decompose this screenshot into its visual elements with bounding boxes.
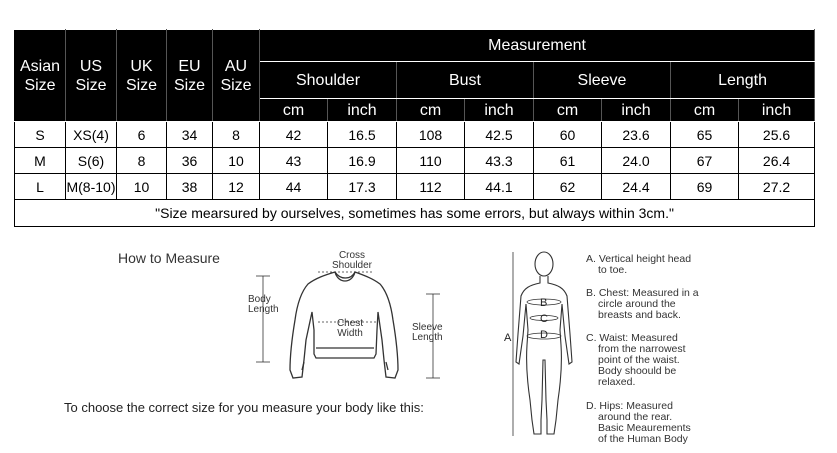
cross-label: Cross — [338, 250, 366, 261]
table-cell: 27.2 — [739, 174, 815, 200]
table-cell: S(6) — [66, 148, 117, 174]
legend-c-line: from the narrowest — [598, 343, 686, 355]
table-cell: 10 — [117, 174, 167, 200]
header-au-size: AU Size — [213, 30, 260, 122]
table-cell: 42 — [260, 122, 328, 148]
legend-d-line: Basic Meaurements — [598, 422, 691, 434]
header-uk-size: UK Size — [117, 30, 167, 122]
header-unit: inch — [328, 99, 397, 122]
table-cell: 69 — [671, 174, 739, 200]
table-cell: 112 — [397, 174, 465, 200]
table-cell: 23.6 — [602, 122, 671, 148]
marker-d: D — [540, 329, 548, 341]
table-cell: 42.5 — [465, 122, 534, 148]
table-cell: 6 — [117, 122, 167, 148]
sleeve-length-label: Length — [412, 332, 443, 343]
table-cell: 110 — [397, 148, 465, 174]
table-cell: 34 — [167, 122, 213, 148]
legend-c-line: relaxed. — [598, 376, 636, 388]
table-cell: S — [15, 122, 66, 148]
legend-d-line: of the Human Body — [598, 433, 688, 445]
table-cell: 43.3 — [465, 148, 534, 174]
table-cell: 62 — [534, 174, 602, 200]
how-to-measure-title: How to Measure — [118, 250, 220, 266]
body-label: Body — [248, 294, 271, 305]
legend-d-line: around the rear. — [598, 411, 673, 423]
table-cell: 25.6 — [739, 122, 815, 148]
header-us-size: US Size — [66, 30, 117, 122]
marker-c: C — [540, 313, 548, 325]
header-bust: Bust — [397, 62, 534, 99]
measure-instruction: To choose the correct size for you measure your body like this: — [64, 400, 424, 415]
table-cell: 38 — [167, 174, 213, 200]
header-eu-size: EU Size — [167, 30, 213, 122]
legend-c-line: Body shoould be — [598, 365, 677, 377]
header-length: Length — [671, 62, 815, 99]
table-cell: 36 — [167, 148, 213, 174]
marker-a: A — [504, 332, 512, 344]
legend-c-line: point of the waist. — [598, 354, 680, 366]
header-asian-size: Asian Size — [15, 30, 66, 122]
table-cell: 24.0 — [602, 148, 671, 174]
table-cell: 67 — [671, 148, 739, 174]
table-cell: 17.3 — [328, 174, 397, 200]
sleeve-label: Sleeve — [412, 322, 443, 333]
table-cell: M — [15, 148, 66, 174]
legend-d-line: D. Hips: Measured — [586, 400, 673, 412]
table-cell: 43 — [260, 148, 328, 174]
measure-legend — [586, 253, 699, 445]
header-sleeve: Sleeve — [534, 62, 671, 99]
header-unit: cm — [534, 99, 602, 122]
header-unit: cm — [397, 99, 465, 122]
human-figure-icon — [516, 252, 572, 434]
table-cell: 8 — [213, 122, 260, 148]
table-cell: 60 — [534, 122, 602, 148]
shoulder-label: Shoulder — [331, 260, 373, 271]
table-cell: 44 — [260, 174, 328, 200]
header-unit: cm — [260, 99, 328, 122]
table-cell: XS(4) — [66, 122, 117, 148]
header-unit: inch — [465, 99, 534, 122]
table-cell: 44.1 — [465, 174, 534, 200]
legend-c-line: C. Waist: Measured — [586, 332, 678, 344]
header-unit: inch — [602, 99, 671, 122]
table-cell: 61 — [534, 148, 602, 174]
table-cell: M(8-10) — [66, 174, 117, 200]
table-cell: 16.9 — [328, 148, 397, 174]
table-cell: 10 — [213, 148, 260, 174]
legend-b-line: circle around the — [598, 298, 676, 310]
width-label: Width — [337, 328, 363, 339]
legend-b-line: B. Chest: Measured in a — [586, 287, 699, 299]
legend-a-line: to toe. — [598, 264, 628, 276]
table-cell: 65 — [671, 122, 739, 148]
table-cell: 108 — [397, 122, 465, 148]
table-cell: 16.5 — [328, 122, 397, 148]
table-cell: 12 — [213, 174, 260, 200]
legend-b-line: breasts and back. — [598, 309, 681, 321]
chest-label: Chest — [336, 318, 364, 329]
header-unit: inch — [739, 99, 815, 122]
marker-b: B — [540, 297, 548, 309]
table-cell: 26.4 — [739, 148, 815, 174]
table-cell: 8 — [117, 148, 167, 174]
table-cell: L — [15, 174, 66, 200]
header-shoulder: Shoulder — [260, 62, 397, 99]
legend-a-line: A. Vertical height head — [586, 253, 692, 265]
body-length-label: Length — [248, 304, 279, 315]
table-cell: 24.4 — [602, 174, 671, 200]
header-measurement: Measurement — [260, 30, 815, 62]
size-note: "Size mearsured by ourselves, sometimes has some errors, but always within 3cm." — [15, 200, 815, 227]
header-unit: cm — [671, 99, 739, 122]
